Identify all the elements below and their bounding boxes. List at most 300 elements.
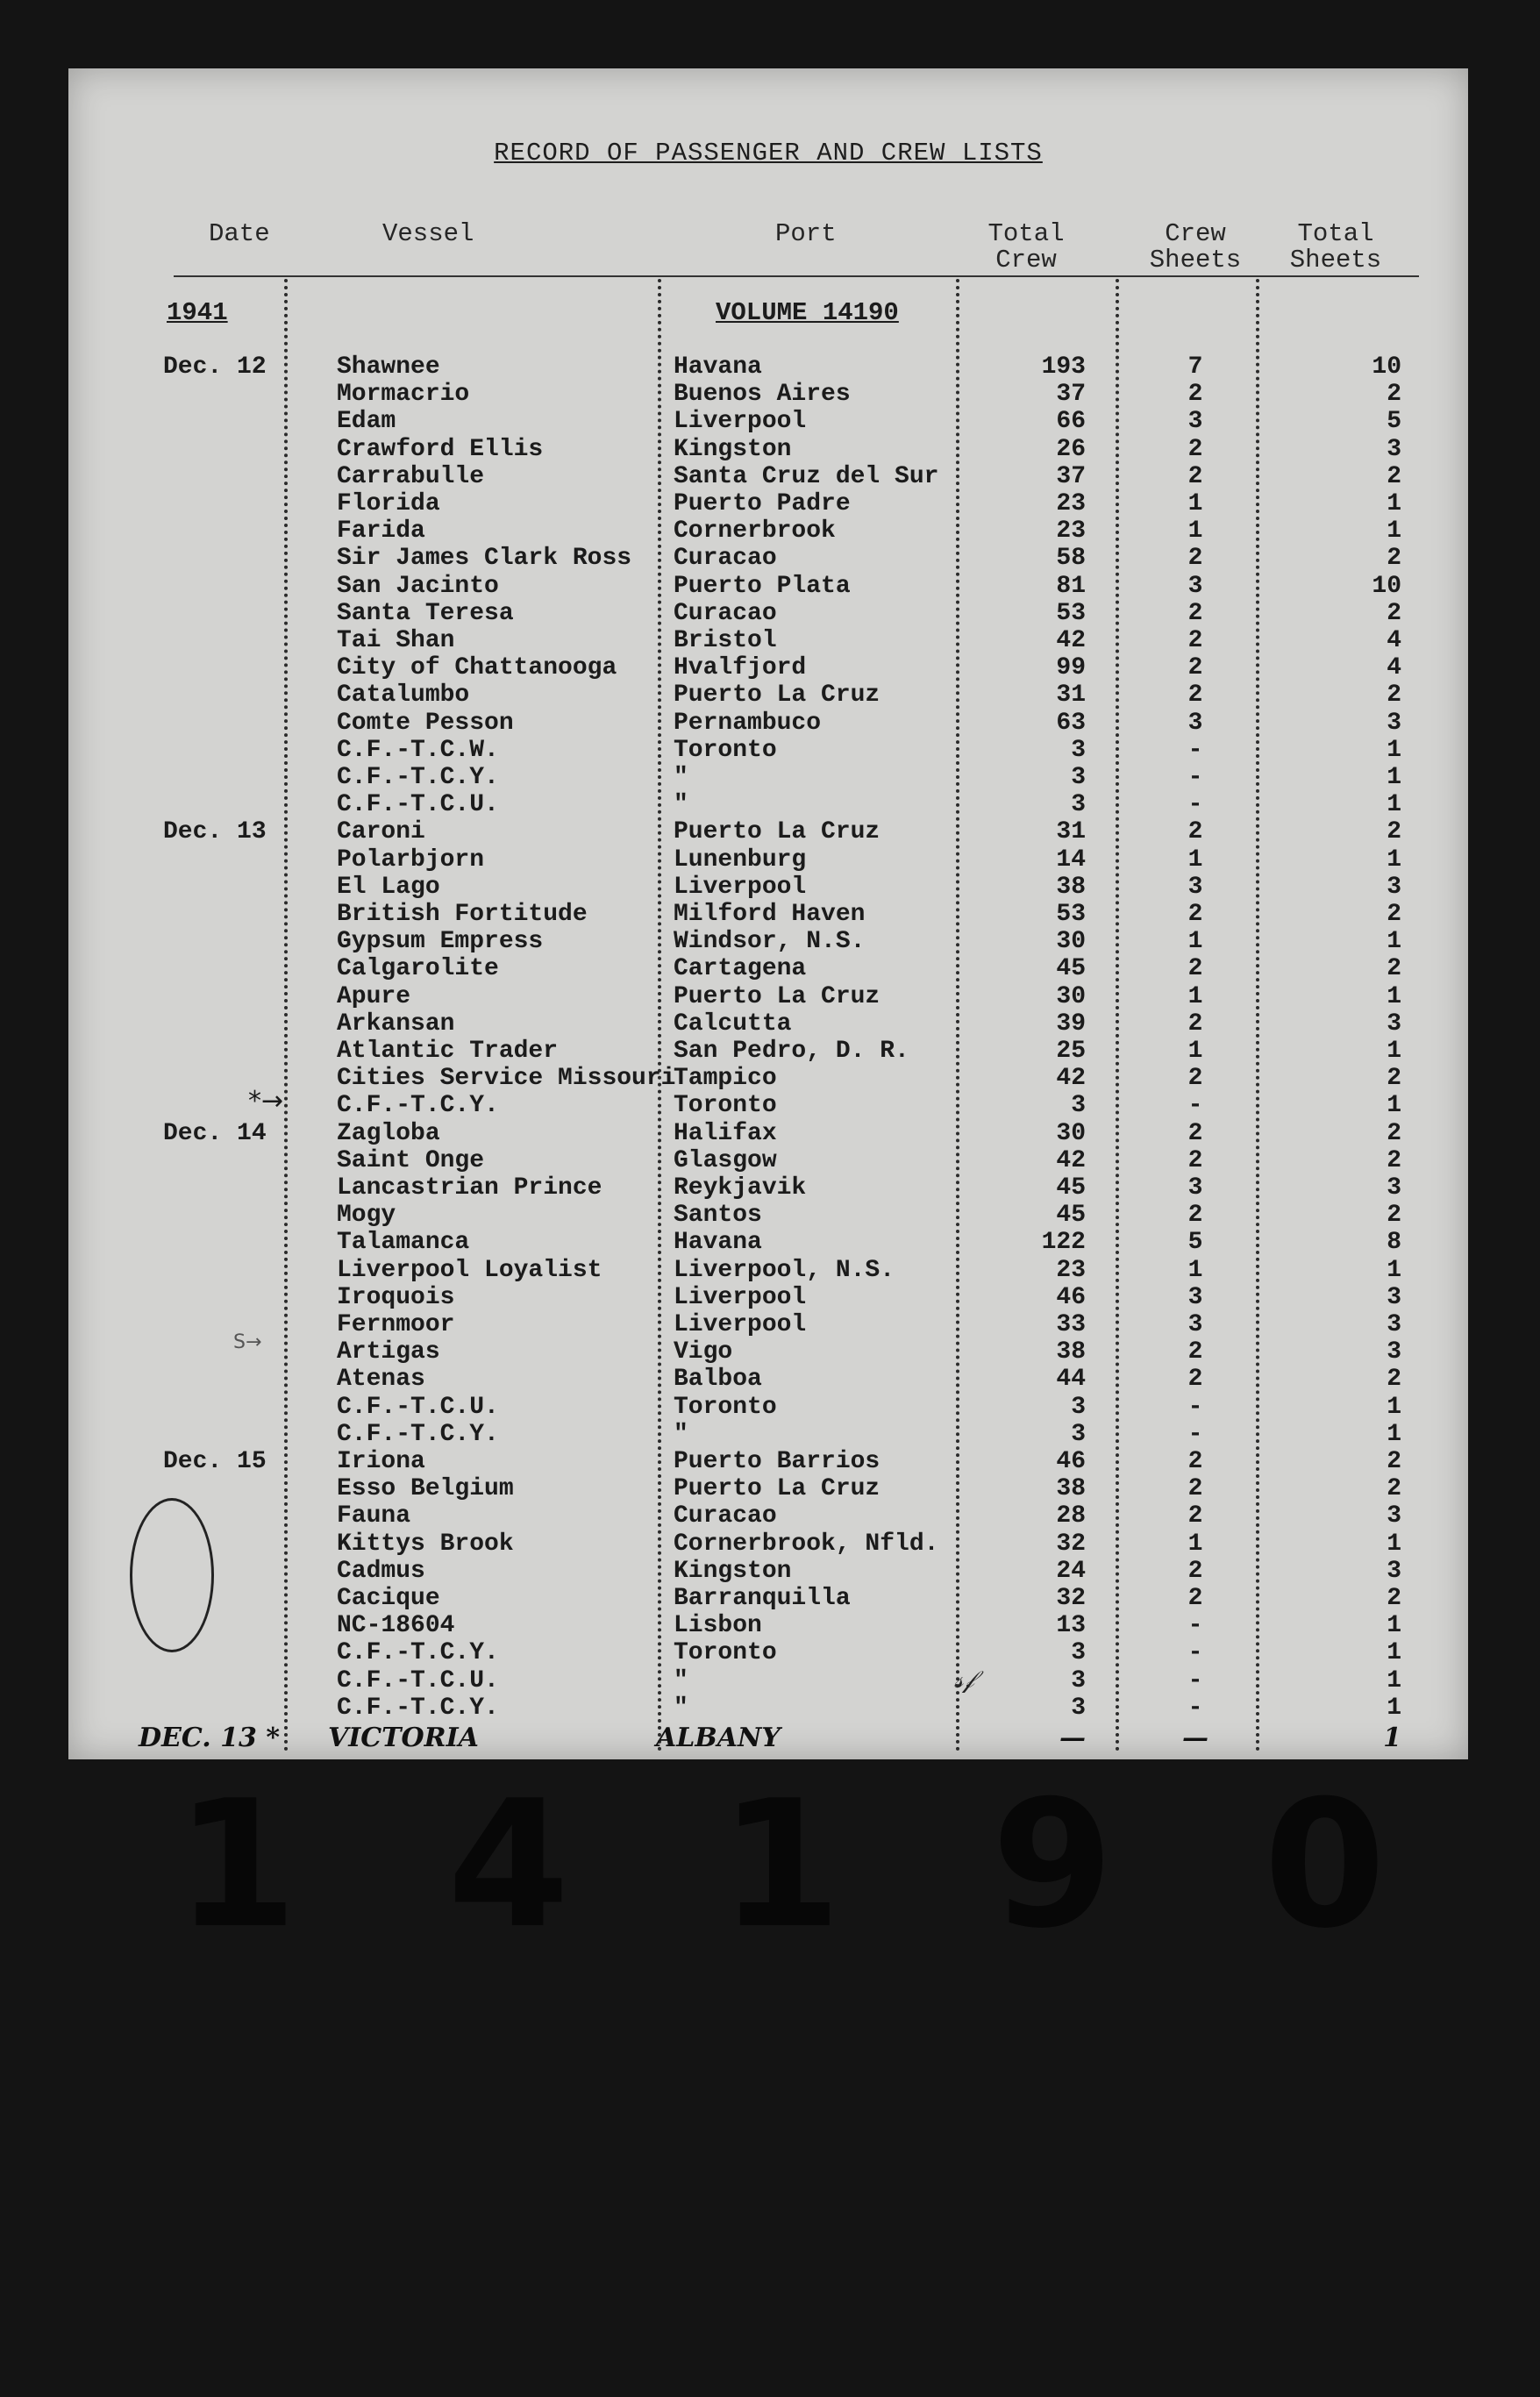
row-crew-sheets: 3 bbox=[1187, 408, 1203, 436]
table-row bbox=[68, 381, 1468, 408]
row-crew-sheets: 2 bbox=[1187, 955, 1203, 983]
row-total-crew: 30 bbox=[1056, 928, 1086, 956]
row-crew-sheets: 2 bbox=[1187, 1475, 1203, 1503]
row-crew-sheets: 3 bbox=[1187, 1174, 1203, 1202]
row-total-crew: 24 bbox=[1056, 1557, 1086, 1585]
row-date: Dec. 14 bbox=[163, 1119, 267, 1147]
table-row bbox=[68, 846, 1468, 874]
film-digit: 1 bbox=[719, 1763, 842, 1967]
row-vessel: Zagloba bbox=[337, 1119, 440, 1147]
row-total-crew: 23 bbox=[1056, 490, 1086, 517]
row-crew-sheets: 3 bbox=[1187, 873, 1203, 901]
row-total-crew: 3 bbox=[1071, 1393, 1086, 1421]
row-total-sheets: 10 bbox=[1372, 353, 1401, 381]
row-vessel: C.F.-T.C.Y. bbox=[337, 1694, 499, 1722]
table-row bbox=[68, 928, 1468, 955]
table-row bbox=[68, 1257, 1468, 1284]
row-vessel: C.F.-T.C.U. bbox=[337, 1393, 499, 1421]
table-row bbox=[68, 436, 1468, 463]
row-port: Toronto bbox=[674, 1092, 777, 1120]
row-vessel: Carrabulle bbox=[337, 462, 485, 490]
row-total-crew: 42 bbox=[1056, 627, 1086, 654]
row-total-sheets: 1 bbox=[1387, 736, 1401, 764]
row-total-sheets: 1 bbox=[1387, 845, 1401, 874]
row-total-crew: 39 bbox=[1056, 1009, 1086, 1038]
handwritten-circle-mark bbox=[130, 1498, 214, 1652]
table-row bbox=[68, 1284, 1468, 1311]
row-total-crew: 38 bbox=[1056, 1338, 1086, 1366]
row-total-crew: 193 bbox=[1041, 353, 1086, 381]
film-digit: 0 bbox=[1263, 1763, 1386, 1967]
row-port: Cornerbrook bbox=[674, 517, 836, 546]
table-row bbox=[68, 1311, 1468, 1338]
row-crew-sheets: 2 bbox=[1187, 1366, 1203, 1394]
row-vessel: Caroni bbox=[337, 818, 425, 846]
row-crew-sheets: 3 bbox=[1187, 1311, 1203, 1338]
row-crew-sheets: 3 bbox=[1187, 1283, 1203, 1311]
table-row bbox=[68, 1202, 1468, 1229]
row-total-sheets: 2 bbox=[1387, 1202, 1401, 1230]
row-vessel: Apure bbox=[337, 982, 411, 1010]
row-total-crew: 3 bbox=[1071, 736, 1086, 764]
row-vessel: Shawnee bbox=[337, 353, 440, 381]
row-total-crew: 33 bbox=[1056, 1311, 1086, 1338]
row-total-sheets: 1 bbox=[1387, 1092, 1401, 1120]
row-port: Havana bbox=[674, 353, 762, 381]
row-port: Reykjavik bbox=[674, 1174, 807, 1202]
row-vessel: City of Chattanooga bbox=[337, 654, 617, 682]
row-total-sheets: 2 bbox=[1387, 1366, 1401, 1394]
row-total-sheets: 3 bbox=[1387, 873, 1401, 901]
table-row bbox=[68, 1448, 1468, 1475]
row-total-sheets: 1 bbox=[1387, 982, 1401, 1010]
row-port: Liverpool, N.S. bbox=[674, 1256, 895, 1284]
row-total-sheets: 1 bbox=[1387, 517, 1401, 546]
row-port: Kingston bbox=[674, 1557, 792, 1585]
row-port: Hvalfjord bbox=[674, 654, 807, 682]
row-vessel: British Fortitude bbox=[337, 901, 588, 928]
row-crew-sheets: 1 bbox=[1187, 517, 1203, 546]
document-page bbox=[68, 68, 1468, 1759]
row-vessel: Cacique bbox=[337, 1585, 440, 1612]
row-total-sheets: 2 bbox=[1387, 599, 1401, 627]
table-row bbox=[68, 654, 1468, 681]
document-title: RECORD OF PASSENGER AND CREW LISTS bbox=[494, 139, 1043, 168]
handwritten-port: ALBANY bbox=[656, 1723, 781, 1753]
row-total-crew: 25 bbox=[1056, 1038, 1086, 1065]
header-vessel: Vessel bbox=[382, 219, 474, 248]
row-total-sheets: 2 bbox=[1387, 955, 1401, 983]
row-port: Vigo bbox=[674, 1338, 733, 1366]
row-vessel: Mogy bbox=[337, 1202, 396, 1230]
row-total-sheets: 2 bbox=[1387, 1119, 1401, 1147]
row-vessel: Sir James Clark Ross bbox=[337, 545, 632, 573]
row-total-crew: 32 bbox=[1056, 1585, 1086, 1612]
row-port: Santos bbox=[674, 1202, 762, 1230]
table-row bbox=[68, 1229, 1468, 1256]
row-total-sheets: 2 bbox=[1387, 901, 1401, 928]
row-port: Kingston bbox=[674, 435, 792, 463]
s-arrow-mark: S→ bbox=[233, 1331, 262, 1353]
film-reel-number bbox=[175, 1763, 1386, 1967]
row-total-sheets: 3 bbox=[1387, 709, 1401, 737]
row-vessel: Esso Belgium bbox=[337, 1475, 514, 1503]
row-total-sheets: 1 bbox=[1387, 1393, 1401, 1421]
row-port: Curacao bbox=[674, 545, 777, 573]
table-row bbox=[68, 710, 1468, 737]
row-vessel: Talamanca bbox=[337, 1229, 470, 1257]
table-row bbox=[68, 627, 1468, 654]
row-total-crew: 42 bbox=[1056, 1146, 1086, 1174]
row-vessel: Iriona bbox=[337, 1448, 425, 1475]
row-vessel: Atenas bbox=[337, 1366, 425, 1394]
row-crew-sheets: 7 bbox=[1187, 353, 1203, 381]
row-port: Puerto La Cruz bbox=[674, 1475, 881, 1503]
row-total-sheets: 10 bbox=[1372, 572, 1401, 600]
row-crew-sheets: 2 bbox=[1187, 1009, 1203, 1038]
handwritten-crew-sheets: — bbox=[1182, 1723, 1208, 1753]
row-port: Glasgow bbox=[674, 1146, 777, 1174]
row-port: Puerto Padre bbox=[674, 490, 851, 517]
row-total-crew: 46 bbox=[1056, 1448, 1086, 1475]
row-total-sheets: 1 bbox=[1387, 928, 1401, 956]
row-vessel: Iroquois bbox=[337, 1283, 455, 1311]
row-total-crew: 3 bbox=[1071, 764, 1086, 791]
row-crew-sheets: 1 bbox=[1187, 1038, 1203, 1065]
table-row bbox=[68, 1421, 1468, 1448]
row-total-crew: 58 bbox=[1056, 545, 1086, 573]
row-total-sheets: 4 bbox=[1387, 654, 1401, 682]
row-total-sheets: 5 bbox=[1387, 408, 1401, 436]
film-digit: 9 bbox=[991, 1763, 1114, 1967]
row-total-crew: 44 bbox=[1056, 1366, 1086, 1394]
row-total-sheets: 2 bbox=[1387, 462, 1401, 490]
row-vessel: NC-18604 bbox=[337, 1612, 455, 1640]
film-digit: 1 bbox=[175, 1763, 298, 1967]
row-crew-sheets: - bbox=[1187, 1694, 1203, 1722]
row-vessel: Artigas bbox=[337, 1338, 440, 1366]
table-row bbox=[68, 1558, 1468, 1585]
row-total-sheets: 3 bbox=[1387, 435, 1401, 463]
row-crew-sheets: 2 bbox=[1187, 1585, 1203, 1612]
row-total-sheets: 1 bbox=[1387, 1420, 1401, 1448]
row-total-crew: 37 bbox=[1056, 381, 1086, 409]
row-total-crew: 23 bbox=[1056, 517, 1086, 546]
row-port: Curacao bbox=[674, 1502, 777, 1530]
row-vessel: Edam bbox=[337, 408, 396, 436]
header-port: Port bbox=[775, 219, 837, 248]
row-total-crew: 31 bbox=[1056, 818, 1086, 846]
row-total-crew: 3 bbox=[1071, 791, 1086, 819]
row-crew-sheets: 5 bbox=[1187, 1229, 1203, 1257]
row-vessel: Fernmoor bbox=[337, 1311, 455, 1338]
table-row bbox=[68, 1694, 1468, 1722]
row-crew-sheets: 2 bbox=[1187, 1119, 1203, 1147]
row-port: Tampico bbox=[674, 1065, 777, 1093]
row-date: Dec. 12 bbox=[163, 353, 267, 381]
row-crew-sheets: - bbox=[1187, 791, 1203, 819]
header-date: Date bbox=[209, 219, 270, 248]
row-crew-sheets: 1 bbox=[1187, 1530, 1203, 1558]
row-total-crew: 42 bbox=[1056, 1065, 1086, 1093]
row-total-sheets: 1 bbox=[1387, 1666, 1401, 1694]
row-port: Bristol bbox=[674, 627, 777, 654]
table-row bbox=[68, 545, 1468, 572]
row-port: " bbox=[674, 1694, 688, 1722]
row-total-crew: 99 bbox=[1056, 654, 1086, 682]
row-vessel: El Lago bbox=[337, 873, 440, 901]
row-port: Puerto La Cruz bbox=[674, 982, 881, 1010]
row-total-crew: 30 bbox=[1056, 1119, 1086, 1147]
table-row bbox=[68, 764, 1468, 791]
table-row bbox=[68, 600, 1468, 627]
row-total-sheets: 1 bbox=[1387, 791, 1401, 819]
row-crew-sheets: 2 bbox=[1187, 654, 1203, 682]
row-total-crew: 3 bbox=[1071, 1092, 1086, 1120]
row-vessel: Gypsum Empress bbox=[337, 928, 544, 956]
row-total-sheets: 2 bbox=[1387, 1146, 1401, 1174]
row-total-crew: 28 bbox=[1056, 1502, 1086, 1530]
row-total-sheets: 2 bbox=[1387, 818, 1401, 846]
row-port: " bbox=[674, 791, 688, 819]
row-port: " bbox=[674, 1666, 688, 1694]
row-port: Toronto bbox=[674, 736, 777, 764]
row-port: Liverpool bbox=[674, 408, 807, 436]
row-vessel: C.F.-T.C.Y. bbox=[337, 764, 499, 791]
row-vessel: C.F.-T.C.Y. bbox=[337, 1639, 499, 1667]
row-total-crew: 45 bbox=[1056, 1174, 1086, 1202]
year-label: 1941 bbox=[167, 298, 228, 327]
row-total-crew: 46 bbox=[1056, 1283, 1086, 1311]
row-crew-sheets: 1 bbox=[1187, 845, 1203, 874]
row-port: Windsor, N.S. bbox=[674, 928, 866, 956]
row-port: Puerto Barrios bbox=[674, 1448, 881, 1475]
row-crew-sheets: 2 bbox=[1187, 462, 1203, 490]
row-total-sheets: 1 bbox=[1387, 490, 1401, 517]
row-port: Balboa bbox=[674, 1366, 762, 1394]
table-row bbox=[68, 901, 1468, 928]
row-vessel: C.F.-T.C.Y. bbox=[337, 1092, 499, 1120]
row-total-crew: 3 bbox=[1071, 1666, 1086, 1694]
row-vessel: Arkansan bbox=[337, 1009, 455, 1038]
row-total-crew: 122 bbox=[1041, 1229, 1086, 1257]
row-crew-sheets: 1 bbox=[1187, 1256, 1203, 1284]
table-row bbox=[68, 1502, 1468, 1530]
table-row bbox=[68, 573, 1468, 600]
row-crew-sheets: - bbox=[1187, 736, 1203, 764]
row-total-sheets: 3 bbox=[1387, 1502, 1401, 1530]
row-total-crew: 81 bbox=[1056, 572, 1086, 600]
row-vessel: Atlantic Trader bbox=[337, 1038, 559, 1065]
row-vessel: Cities Service Missouri bbox=[337, 1065, 676, 1093]
row-vessel: Fauna bbox=[337, 1502, 411, 1530]
handwritten-crew: — bbox=[1059, 1723, 1086, 1753]
row-port: Liverpool bbox=[674, 1311, 807, 1338]
row-total-sheets: 4 bbox=[1387, 627, 1401, 654]
row-crew-sheets: - bbox=[1187, 1666, 1203, 1694]
row-total-sheets: 3 bbox=[1387, 1338, 1401, 1366]
row-total-sheets: 1 bbox=[1387, 764, 1401, 791]
row-total-sheets: 2 bbox=[1387, 1585, 1401, 1612]
row-total-sheets: 8 bbox=[1387, 1229, 1401, 1257]
row-crew-sheets: 2 bbox=[1187, 1202, 1203, 1230]
header-rule bbox=[174, 275, 1419, 277]
row-crew-sheets: 2 bbox=[1187, 1338, 1203, 1366]
row-port: Toronto bbox=[674, 1393, 777, 1421]
row-crew-sheets: 2 bbox=[1187, 1065, 1203, 1093]
row-date: Dec. 15 bbox=[163, 1448, 267, 1475]
row-crew-sheets: - bbox=[1187, 1612, 1203, 1640]
row-port: Barranquilla bbox=[674, 1585, 851, 1612]
row-vessel: Mormacrio bbox=[337, 381, 470, 409]
table-row bbox=[68, 1147, 1468, 1174]
row-vessel: Catalumbo bbox=[337, 681, 470, 710]
row-vessel: San Jacinto bbox=[337, 572, 499, 600]
row-vessel: Polarbjorn bbox=[337, 845, 485, 874]
row-crew-sheets: 2 bbox=[1187, 627, 1203, 654]
handwritten-vessel: VICTORIA bbox=[328, 1723, 479, 1753]
table-row bbox=[68, 1667, 1468, 1694]
row-port: Pernambuco bbox=[674, 709, 822, 737]
row-port: Puerto Plata bbox=[674, 572, 851, 600]
table-row bbox=[68, 818, 1468, 845]
row-total-sheets: 2 bbox=[1387, 681, 1401, 710]
row-crew-sheets: 2 bbox=[1187, 435, 1203, 463]
row-vessel: Comte Pesson bbox=[337, 709, 514, 737]
row-date: Dec. 13 bbox=[163, 818, 267, 846]
handwritten-row bbox=[68, 1723, 1468, 1753]
row-port: Calcutta bbox=[674, 1009, 792, 1038]
row-crew-sheets: 2 bbox=[1187, 1502, 1203, 1530]
row-crew-sheets: 2 bbox=[1187, 599, 1203, 627]
row-vessel: Saint Onge bbox=[337, 1146, 485, 1174]
row-crew-sheets: 2 bbox=[1187, 1146, 1203, 1174]
row-vessel: Cadmus bbox=[337, 1557, 425, 1585]
row-total-crew: 31 bbox=[1056, 681, 1086, 710]
row-crew-sheets: 2 bbox=[1187, 681, 1203, 710]
table-row bbox=[68, 1038, 1468, 1065]
header-total-crew: Total Crew bbox=[987, 219, 1065, 275]
row-vessel: C.F.-T.C.W. bbox=[337, 736, 499, 764]
table-row bbox=[68, 1338, 1468, 1366]
asterisk-arrow-mark: *→ bbox=[248, 1086, 284, 1116]
row-total-sheets: 1 bbox=[1387, 1639, 1401, 1667]
row-crew-sheets: 1 bbox=[1187, 490, 1203, 517]
row-vessel: Lancastrian Prince bbox=[337, 1174, 602, 1202]
row-crew-sheets: - bbox=[1187, 1092, 1203, 1120]
row-port: Lunenburg bbox=[674, 845, 807, 874]
handwritten-initials: 𝓈𝒻 bbox=[954, 1665, 974, 1694]
row-crew-sheets: 2 bbox=[1187, 901, 1203, 928]
header-crew-sheets: Crew Sheets bbox=[1149, 219, 1242, 275]
table-row bbox=[68, 681, 1468, 709]
row-total-sheets: 2 bbox=[1387, 1448, 1401, 1475]
row-total-crew: 45 bbox=[1056, 955, 1086, 983]
row-port: " bbox=[674, 764, 688, 791]
table-row bbox=[68, 791, 1468, 818]
row-total-crew: 45 bbox=[1056, 1202, 1086, 1230]
row-total-crew: 13 bbox=[1056, 1612, 1086, 1640]
row-crew-sheets: - bbox=[1187, 764, 1203, 791]
row-port: Havana bbox=[674, 1229, 762, 1257]
row-total-crew: 23 bbox=[1056, 1256, 1086, 1284]
row-port: Liverpool bbox=[674, 873, 807, 901]
row-total-crew: 38 bbox=[1056, 1475, 1086, 1503]
row-vessel: C.F.-T.C.U. bbox=[337, 1666, 499, 1694]
row-vessel: Crawford Ellis bbox=[337, 435, 544, 463]
table-row bbox=[68, 408, 1468, 435]
row-port: Toronto bbox=[674, 1639, 777, 1667]
row-vessel: Calgarolite bbox=[337, 955, 499, 983]
row-vessel: Florida bbox=[337, 490, 440, 517]
handwritten-total-sheets: 1 bbox=[1383, 1723, 1401, 1753]
table-row bbox=[68, 1010, 1468, 1038]
row-port: Curacao bbox=[674, 599, 777, 627]
table-row bbox=[68, 737, 1468, 764]
row-crew-sheets: 1 bbox=[1187, 982, 1203, 1010]
row-vessel: Tai Shan bbox=[337, 627, 455, 654]
row-vessel: C.F.-T.C.U. bbox=[337, 791, 499, 819]
row-total-sheets: 1 bbox=[1387, 1530, 1401, 1558]
row-total-sheets: 1 bbox=[1387, 1256, 1401, 1284]
row-total-sheets: 1 bbox=[1387, 1694, 1401, 1722]
table-row bbox=[68, 517, 1468, 545]
row-port: Buenos Aires bbox=[674, 381, 851, 409]
header-total-sheets: Total Sheets bbox=[1289, 219, 1382, 275]
row-crew-sheets: 1 bbox=[1187, 928, 1203, 956]
row-total-sheets: 2 bbox=[1387, 545, 1401, 573]
row-port: San Pedro, D. R. bbox=[674, 1038, 909, 1065]
row-total-sheets: 3 bbox=[1387, 1174, 1401, 1202]
row-total-crew: 37 bbox=[1056, 462, 1086, 490]
row-port: Cornerbrook, Nfld. bbox=[674, 1530, 939, 1558]
row-crew-sheets: 2 bbox=[1187, 818, 1203, 846]
row-vessel: Kittys Brook bbox=[337, 1530, 514, 1558]
table-row bbox=[68, 955, 1468, 982]
row-total-sheets: 3 bbox=[1387, 1283, 1401, 1311]
row-port: Lisbon bbox=[674, 1612, 762, 1640]
row-port: " bbox=[674, 1420, 688, 1448]
table-row bbox=[68, 463, 1468, 490]
table-row bbox=[68, 1530, 1468, 1558]
row-crew-sheets: 3 bbox=[1187, 709, 1203, 737]
volume-label: VOLUME 14190 bbox=[716, 298, 899, 327]
row-total-crew: 66 bbox=[1056, 408, 1086, 436]
row-vessel: C.F.-T.C.Y. bbox=[337, 1420, 499, 1448]
row-total-crew: 38 bbox=[1056, 873, 1086, 901]
row-total-crew: 14 bbox=[1056, 845, 1086, 874]
handwritten-date: DEC. 13 * bbox=[139, 1723, 281, 1753]
row-total-crew: 63 bbox=[1056, 709, 1086, 737]
film-digit: 4 bbox=[447, 1763, 570, 1967]
row-total-crew: 53 bbox=[1056, 901, 1086, 928]
row-crew-sheets: 3 bbox=[1187, 572, 1203, 600]
row-total-sheets: 3 bbox=[1387, 1311, 1401, 1338]
row-total-crew: 3 bbox=[1071, 1694, 1086, 1722]
row-total-crew: 3 bbox=[1071, 1420, 1086, 1448]
row-vessel: Santa Teresa bbox=[337, 599, 514, 627]
row-port: Milford Haven bbox=[674, 901, 866, 928]
row-total-sheets: 1 bbox=[1387, 1038, 1401, 1065]
row-vessel: Liverpool Loyalist bbox=[337, 1256, 602, 1284]
row-port: Liverpool bbox=[674, 1283, 807, 1311]
table-row bbox=[68, 1639, 1468, 1666]
table-row bbox=[68, 1366, 1468, 1393]
row-crew-sheets: 2 bbox=[1187, 381, 1203, 409]
table-row bbox=[68, 1475, 1468, 1502]
row-crew-sheets: - bbox=[1187, 1639, 1203, 1667]
row-port: Cartagena bbox=[674, 955, 807, 983]
